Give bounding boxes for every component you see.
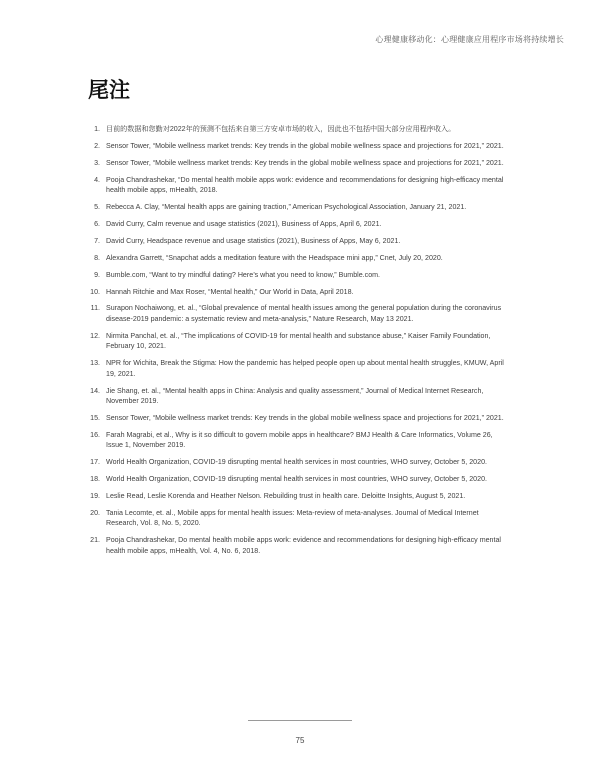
endnote-number: 3. <box>94 158 100 167</box>
endnote-text: Rebecca A. Clay, “Mental health apps are gaining traction,” American Psychological Association, January 21, 2021. <box>106 203 467 212</box>
endnote-item <box>88 491 508 502</box>
endnote-number: 17. <box>90 458 100 467</box>
endnote-item <box>88 508 508 529</box>
endnote-text: David Curry, Headspace revenue and usage statistics (2021), Business of Apps, May 6, 2021. <box>106 236 401 245</box>
endnote-item <box>88 141 508 152</box>
endnote-item <box>88 158 508 169</box>
endnote-text: 目前的数据和您勤对2022年的预测不包括来自第三方安卓市场的收入，因此也不包括中国大部分应用程序收入。 <box>106 125 456 133</box>
endnote-item <box>88 287 508 298</box>
endnote-text: Hannah Ritchie and Max Roser, “Mental health,” Our World in Data, April 2018. <box>106 287 354 296</box>
endnote-item <box>88 270 508 281</box>
endnote-text: Leslie Read, Leslie Korenda and Heather Nelson. Rebuilding trust in health care. Deloitte Insights, August 5, 2021. <box>106 492 466 501</box>
endnote-item <box>88 175 508 196</box>
running-header: 心理健康移动化：心理健康应用程序市场将持续增长 <box>375 35 564 44</box>
page-number: 75 <box>295 736 305 745</box>
endnote-number: 8. <box>94 253 100 262</box>
endnote-text: Pooja Chandrashekar, “Do mental health mobile apps work: evidence and recommendations for designing high-efficacy mental health mobile apps, mHealth, 2018. <box>106 175 504 195</box>
footer-divider <box>248 720 352 721</box>
endnote-text: Tania Lecomte, et. al., Mobile apps for mental health issues: Meta-review of meta-analyses. Journal of Medical Internet Research, Vol. 8, No. 5, 2020. <box>106 508 479 528</box>
endnote-text: Farah Magrabi, et al., Why is it so difficult to govern mobile apps in healthcare? BMJ Health & Care Informatics, Volume 26, Issue 1, November 2019. <box>106 430 493 450</box>
endnote-text: World Health Organization, COVID-19 disrupting mental health services in most countries, WHO survey, October 5, 2020. <box>106 475 487 484</box>
page-title: 尾注 <box>88 79 130 102</box>
endnote-text: David Curry, Calm revenue and usage statistics (2021), Business of Apps, April 6, 2021. <box>106 219 382 228</box>
endnote-number: 15. <box>90 413 100 422</box>
endnote-item <box>88 219 508 230</box>
endnote-number: 2. <box>94 141 100 150</box>
endnote-text: Sensor Tower, “Mobile wellness market trends: Key trends in the global mobile wellness space and projections for 2021,” 2021. <box>106 413 504 422</box>
endnote-number: 1. <box>94 125 100 133</box>
endnote-item <box>88 253 508 264</box>
endnote-text: Alexandra Garrett, “Snapchat adds a meditation feature with the Headspace mini app,” Cnet, July 20, 2020. <box>106 253 443 262</box>
endnote-item <box>88 474 508 485</box>
endnote-number: 7. <box>94 236 100 245</box>
endnote-item <box>88 386 508 407</box>
endnote-text: Jie Shang, et. al., “Mental health apps in China: Analysis and quality assessment,” Journal of Medical Internet Research, November 2019. <box>106 386 484 406</box>
endnote-number: 14. <box>90 386 100 395</box>
endnote-item <box>88 358 508 379</box>
endnote-number: 13. <box>90 359 100 368</box>
endnote-text: Pooja Chandrashekar, Do mental health mobile apps work: evidence and recommendations for designing high-efficacy mental health mobile apps, mHealth, Vol. 4, No. 6, 2018. <box>106 536 501 555</box>
endnote-item <box>88 457 508 468</box>
endnote-number: 11. <box>90 304 100 313</box>
endnote-item <box>88 202 508 213</box>
endnote-text: Sensor Tower, “Mobile wellness market trends: Key trends in the global mobile wellness space and projections for 2021,” 2021. <box>106 141 504 150</box>
endnote-text: Surapon Nochaiwong, et. al., “Global prevalence of mental health issues among the general population during the coronavirus disease-2019 pandemic: a systematic review and meta-analysis,” Nature Research, May 13 2021. <box>106 304 502 323</box>
endnote-number: 5. <box>94 203 100 212</box>
endnote-number: 12. <box>90 331 100 340</box>
endnote-item <box>88 413 508 424</box>
endnote-item <box>88 236 508 247</box>
endnote-number: 21. <box>90 536 100 545</box>
endnote-text: Nirmita Panchal, et. al., “The implications of COVID-19 for mental health and substance abuse,” Kaiser Family Foundation, February 10, 2021. <box>106 331 491 351</box>
endnote-item <box>88 303 508 324</box>
endnote-item <box>88 535 508 556</box>
endnote-text: NPR for Wichita, Break the Stigma: How the pandemic has helped people open up about mental health struggles, KMUW, April 19, 2021. <box>106 359 504 378</box>
endnote-number: 10. <box>90 287 100 296</box>
endnote-number: 6. <box>94 219 100 228</box>
endnote-number: 9. <box>94 270 100 279</box>
endnote-number: 19. <box>90 492 100 501</box>
endnote-number: 20. <box>90 508 100 517</box>
endnote-text: World Health Organization, COVID-19 disrupting mental health services in most countries, WHO survey, October 5, 2020. <box>106 458 487 467</box>
endnote-number: 16. <box>90 430 100 439</box>
endnotes-list <box>88 124 508 563</box>
endnote-item <box>88 331 508 352</box>
endnote-item <box>88 124 508 135</box>
endnote-item <box>88 430 508 451</box>
endnote-number: 18. <box>90 475 100 484</box>
endnote-text: Sensor Tower, “Mobile wellness market trends: Key trends in the global mobile wellness space and projections for 2021,” 2021. <box>106 158 504 167</box>
endnote-number: 4. <box>94 175 100 184</box>
endnote-text: Bumble.com, “Want to try mindful dating? Here’s what you need to know,” Bumble.com. <box>106 270 381 279</box>
